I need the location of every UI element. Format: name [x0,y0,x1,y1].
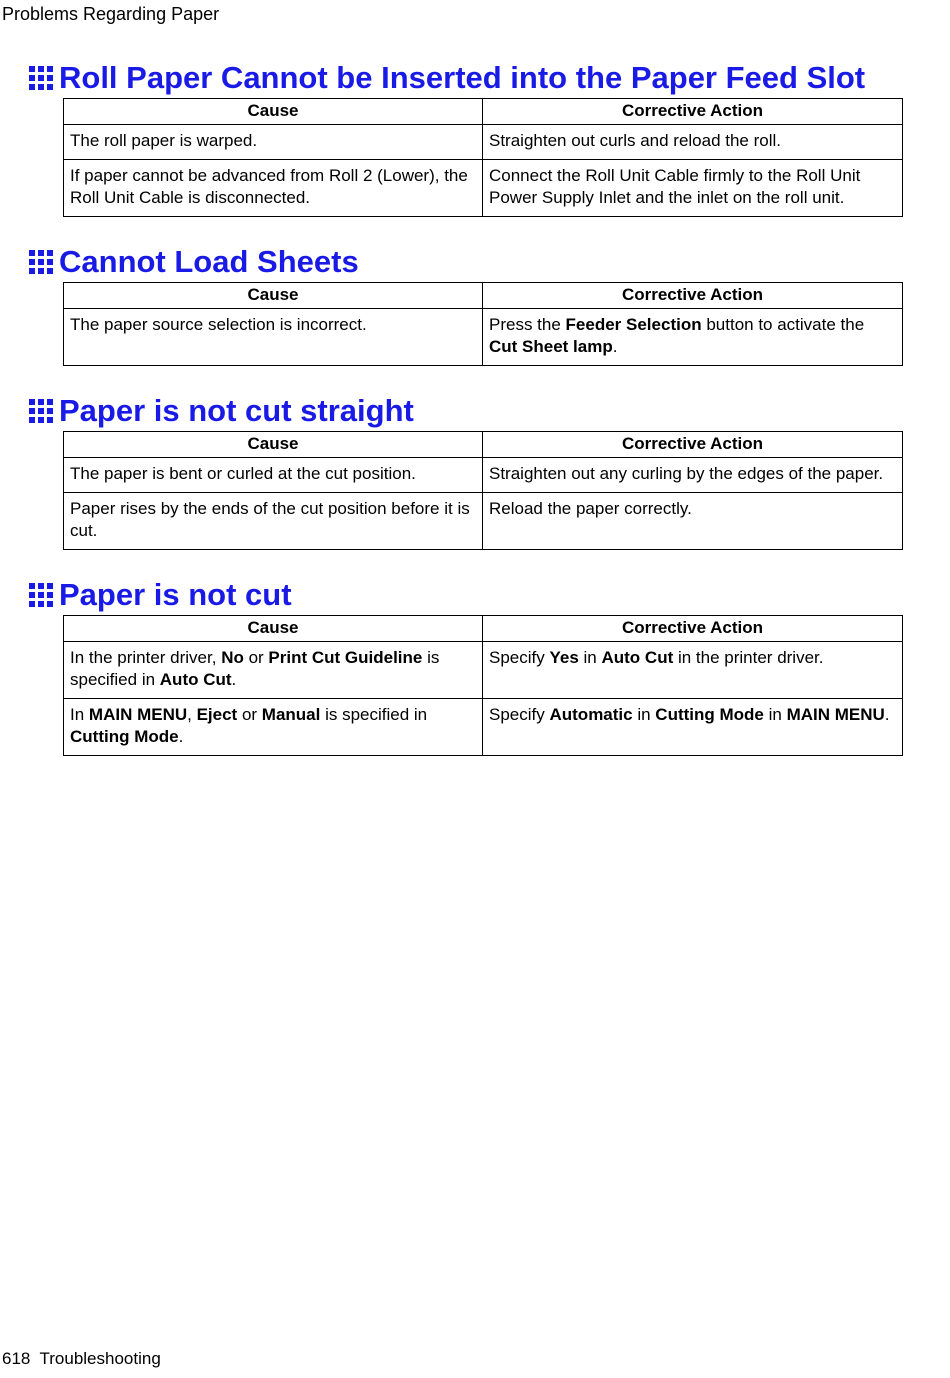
bold-term: Cutting Mode [655,705,764,724]
text-run: If paper cannot be advanced from Roll 2 (Lower), the Roll Unit Cable is disconnected. [70,166,468,207]
section-title: Paper is not cut straight [59,393,414,428]
table-row [64,642,903,699]
grid-icon [28,249,54,275]
column-header-corrective-action: Corrective Action [483,99,903,125]
bold-term: Cut Sheet lamp [489,337,613,356]
cause-cell [64,458,483,493]
column-header-cause: Cause [64,432,483,458]
bold-term: Automatic [549,705,633,724]
text-run: , [187,705,197,724]
section-roll-paper-insert [28,58,908,217]
corrective-action-cell [483,642,903,699]
text-run: Paper rises by the ends of the cut position before it is cut. [70,499,470,540]
cause-cell [64,699,483,756]
bold-term: Feeder Selection [565,315,702,334]
cause-cell [64,493,483,550]
text-run: In the printer driver, [70,648,222,667]
text-run: button to activate the [701,315,865,334]
text-run: In [70,705,89,724]
column-header-cause: Cause [64,616,483,642]
text-run: is specified in [320,705,428,724]
grid-icon [28,398,54,424]
table-row [64,699,903,756]
text-run: or [243,648,269,667]
bold-term: Print Cut Guideline [268,648,423,667]
bold-term: MAIN MENU [88,705,188,724]
troubleshooting-table [63,615,903,756]
bold-term: Auto Cut [159,670,232,689]
text-run: . [231,670,237,689]
cause-cell [64,309,483,366]
text-run: The paper source selection is incorrect. [70,315,367,334]
table-row [64,493,903,550]
table-row [64,160,903,217]
column-header-cause: Cause [64,99,483,125]
section-cannot-load-sheets [28,242,908,366]
bold-term: Cutting Mode [70,727,179,746]
corrective-action-cell [483,309,903,366]
column-header-corrective-action: Corrective Action [483,616,903,642]
section-heading [28,242,908,282]
text-run: Straighten out any curling by the edges of the paper. [489,464,884,483]
corrective-action-cell [483,493,903,550]
cause-cell [64,642,483,699]
cause-cell [64,125,483,160]
section-heading [28,575,908,615]
corrective-action-cell [483,160,903,217]
column-header-corrective-action: Corrective Action [483,283,903,309]
troubleshooting-table [63,98,903,217]
table-row [64,125,903,160]
bold-term: Yes [549,648,579,667]
column-header-corrective-action: Corrective Action [483,432,903,458]
section-paper-not-cut [28,575,908,756]
text-run: Connect the Roll Unit Cable firmly to the Roll Unit Power Supply Inlet and the inlet on the roll unit. [489,166,861,207]
section-heading [28,391,908,431]
table-row [64,309,903,366]
section-title: Roll Paper Cannot be Inserted into the Paper Feed Slot [59,60,866,95]
troubleshooting-table [63,282,903,366]
column-header-cause: Cause [64,283,483,309]
bold-term: Auto Cut [601,648,674,667]
bold-term: Eject [196,705,238,724]
grid-icon [28,582,54,608]
troubleshooting-table [63,431,903,550]
text-run: . [884,705,890,724]
text-run: . [178,727,184,746]
text-run: in [763,705,787,724]
grid-icon [28,65,54,91]
text-run: Straighten out curls and reload the roll. [489,131,782,150]
section-heading [28,58,908,98]
text-run: The paper is bent or curled at the cut position. [70,464,416,483]
running-head: Problems Regarding Paper [2,4,220,24]
text-run: Specify [489,705,550,724]
text-run: in [578,648,602,667]
section-title: Cannot Load Sheets [59,244,359,279]
text-run: Specify [489,648,550,667]
corrective-action-cell [483,699,903,756]
section-title: Paper is not cut [59,577,292,612]
text-run: The roll paper is warped. [70,131,258,150]
page-footer: 618 Troubleshooting [2,1349,161,1368]
section-paper-not-cut-straight [28,391,908,550]
table-row [64,458,903,493]
text-run: in the printer driver. [673,648,824,667]
corrective-action-cell [483,458,903,493]
bold-term: MAIN MENU [786,705,885,724]
text-run: Reload the paper correctly. [489,499,692,518]
text-run: is specified in [70,648,440,689]
text-run: or [237,705,262,724]
bold-term: No [221,648,244,667]
corrective-action-cell [483,125,903,160]
text-run: in [632,705,656,724]
text-run: Press the [489,315,566,334]
text-run: . [612,337,618,356]
bold-term: Manual [261,705,321,724]
cause-cell [64,160,483,217]
